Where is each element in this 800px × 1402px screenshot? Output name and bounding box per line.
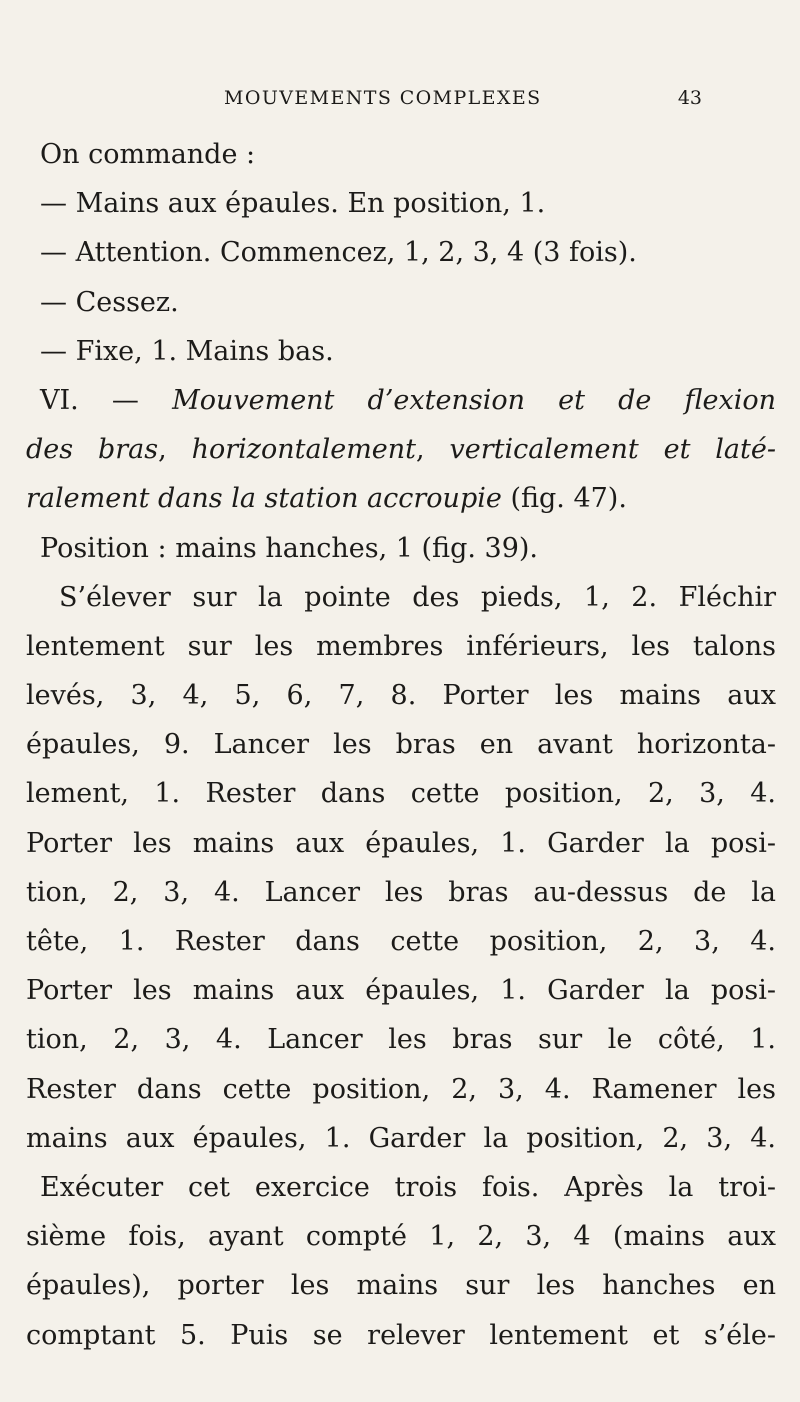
book-page [26,0,776,1402]
section-title-part: des bras [26,434,159,466]
text-line: tion, 2, 3, 4. Lancer les bras sur le côté, 1. [26,1024,776,1056]
running-head [26,87,702,115]
text-line: Position : mains hanches, 1 (fig. 39). [40,532,538,564]
text-line: lentement sur les membres inférieurs, les talons [26,630,776,662]
text-line: S’élever sur la pointe des pieds, 1, 2. Fléchir [59,581,776,613]
body-text [26,130,776,1360]
text-line: Porter les mains aux épaules, 1. Garder la posi- [26,975,776,1007]
text-line: lement, 1. Rester dans cette position, 2, 3, 4. [26,778,776,810]
section-number: VI. — [40,384,139,416]
text-line: — Attention. Commencez, 1, 2, 3, 4 (3 fois). [40,237,637,269]
text-line: On commande : [40,139,256,170]
section-title-part: Mouvement d’extension et de flexion [172,384,776,416]
page-number: 43 [677,87,702,109]
text-line: tion, 2, 3, 4. Lancer les bras au-dessus de la [26,876,776,908]
section-heading-line [26,425,776,474]
text-line: tête, 1. Rester dans cette position, 2, 3, 4. [26,926,776,957]
section-heading-line [26,474,776,523]
text-line: levés, 3, 4, 5, 6, 7, 8. Porter les mains aux [26,680,776,712]
text-line: — Cessez. [40,286,179,318]
running-head-title: MOUVEMENTS COMPLEXES [224,87,542,109]
text-line: Porter les mains aux épaules, 1. Garder la posi- [26,827,776,859]
section-title-part: ralement dans la station accroupie [26,483,502,515]
section-heading-line [26,376,776,425]
text-line: mains aux épaules, 1. Garder la position, 2, 3, 4. [26,1122,776,1154]
text-line: épaules, 9. Lancer les bras en avant horizonta- [26,729,776,761]
section-title-part: horizontalement [191,434,417,466]
text-fragment: , [416,434,425,466]
text-line: comptant 5. Puis se relever lentement et s’éle- [26,1319,776,1351]
text-line: épaules), porter les mains sur les hanches en [26,1270,776,1302]
text-line: — Mains aux épaules. En position, 1. [40,188,546,220]
figure-reference: (fig. 47). [510,483,627,515]
text-fragment: , [158,434,167,466]
text-line: Rester dans cette position, 2, 3, 4. Ramener les [26,1073,776,1105]
text-line: — Fixe, 1. Mains bas. [40,335,334,367]
section-title-part: verticalement et laté- [449,434,776,466]
text-line: Exécuter cet exercice trois fois. Après la troi- [40,1171,776,1203]
text-line: sième fois, ayant compté 1, 2, 3, 4 (mains aux [26,1221,776,1253]
